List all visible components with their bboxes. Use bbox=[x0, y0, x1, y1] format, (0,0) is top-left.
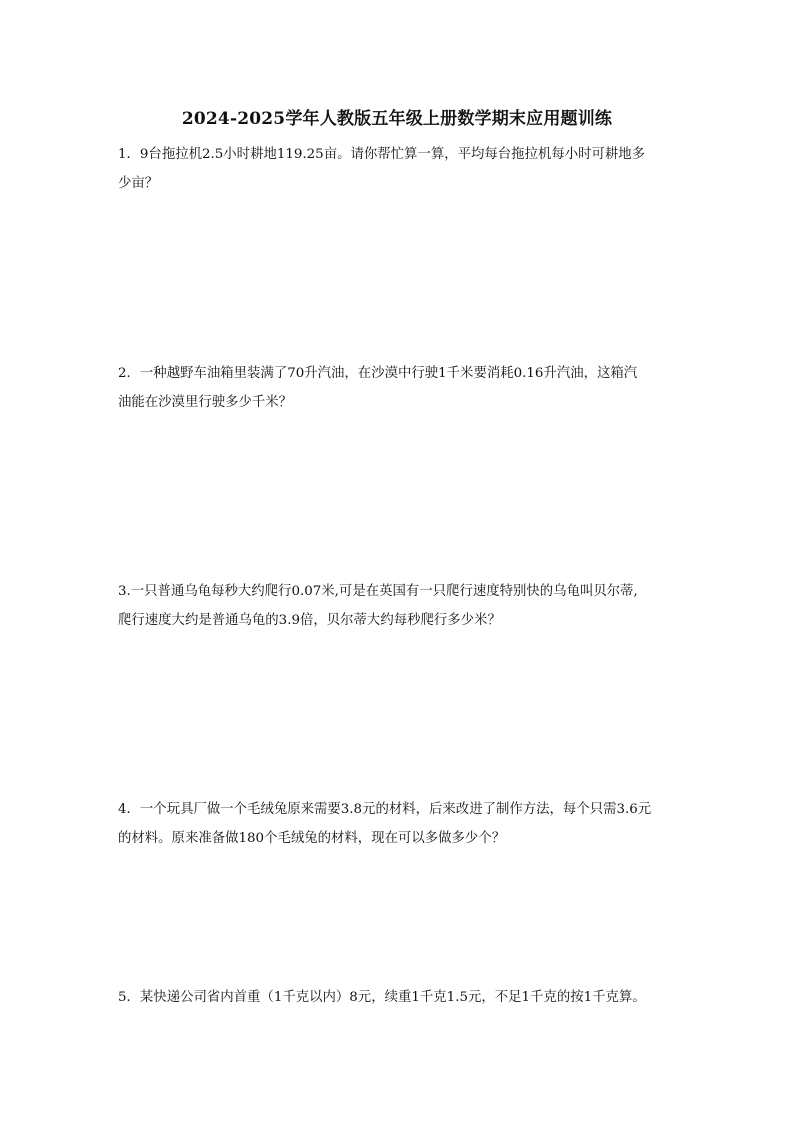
question-3 bbox=[118, 577, 680, 635]
question-2 bbox=[118, 359, 680, 417]
question-5 bbox=[118, 983, 680, 1012]
question-2-line-1: 2．一种越野车油箱里装满了70升汽油，在沙漠中行驶1千米要消耗0.16升汽油，这箱汽 bbox=[118, 366, 638, 381]
question-3-line-1: 3.一只普通乌龟每秒大约爬行0.07米,可是在英国有一只爬行速度特别快的乌龟叫贝尔蒂, bbox=[118, 584, 638, 599]
question-1-line-1: 1．9台拖拉机2.5小时耕地119.25亩。请你帮忙算一算，平均每台拖拉机每小时可耕地多 bbox=[118, 147, 646, 162]
question-1 bbox=[118, 140, 680, 198]
question-5-line-1: 5．某快递公司省内首重（1千克以内）8元，续重1千克1.5元，不足1千克的按1千克算。 bbox=[118, 990, 646, 1005]
question-3-line-2: 爬行速度大约是普通乌龟的3.9倍，贝尔蒂大约每秒爬行多少米？ bbox=[118, 613, 501, 628]
question-4-line-1: 4．一个玩具厂做一个毛绒兔原来需要3.8元的材料，后来改进了制作方法，每个只需3.6元 bbox=[118, 802, 652, 817]
document-title: 2024-2025学年人教版五年级上册数学期末应用题训练 bbox=[181, 109, 613, 129]
question-4-line-2: 的材料。原来准备做180个毛绒兔的材料，现在可以多做多少个？ bbox=[118, 831, 506, 846]
question-2-line-2: 油能在沙漠里行驶多少千米？ bbox=[118, 395, 293, 410]
question-4 bbox=[118, 795, 680, 853]
question-1-line-2: 少亩？ bbox=[118, 176, 159, 191]
